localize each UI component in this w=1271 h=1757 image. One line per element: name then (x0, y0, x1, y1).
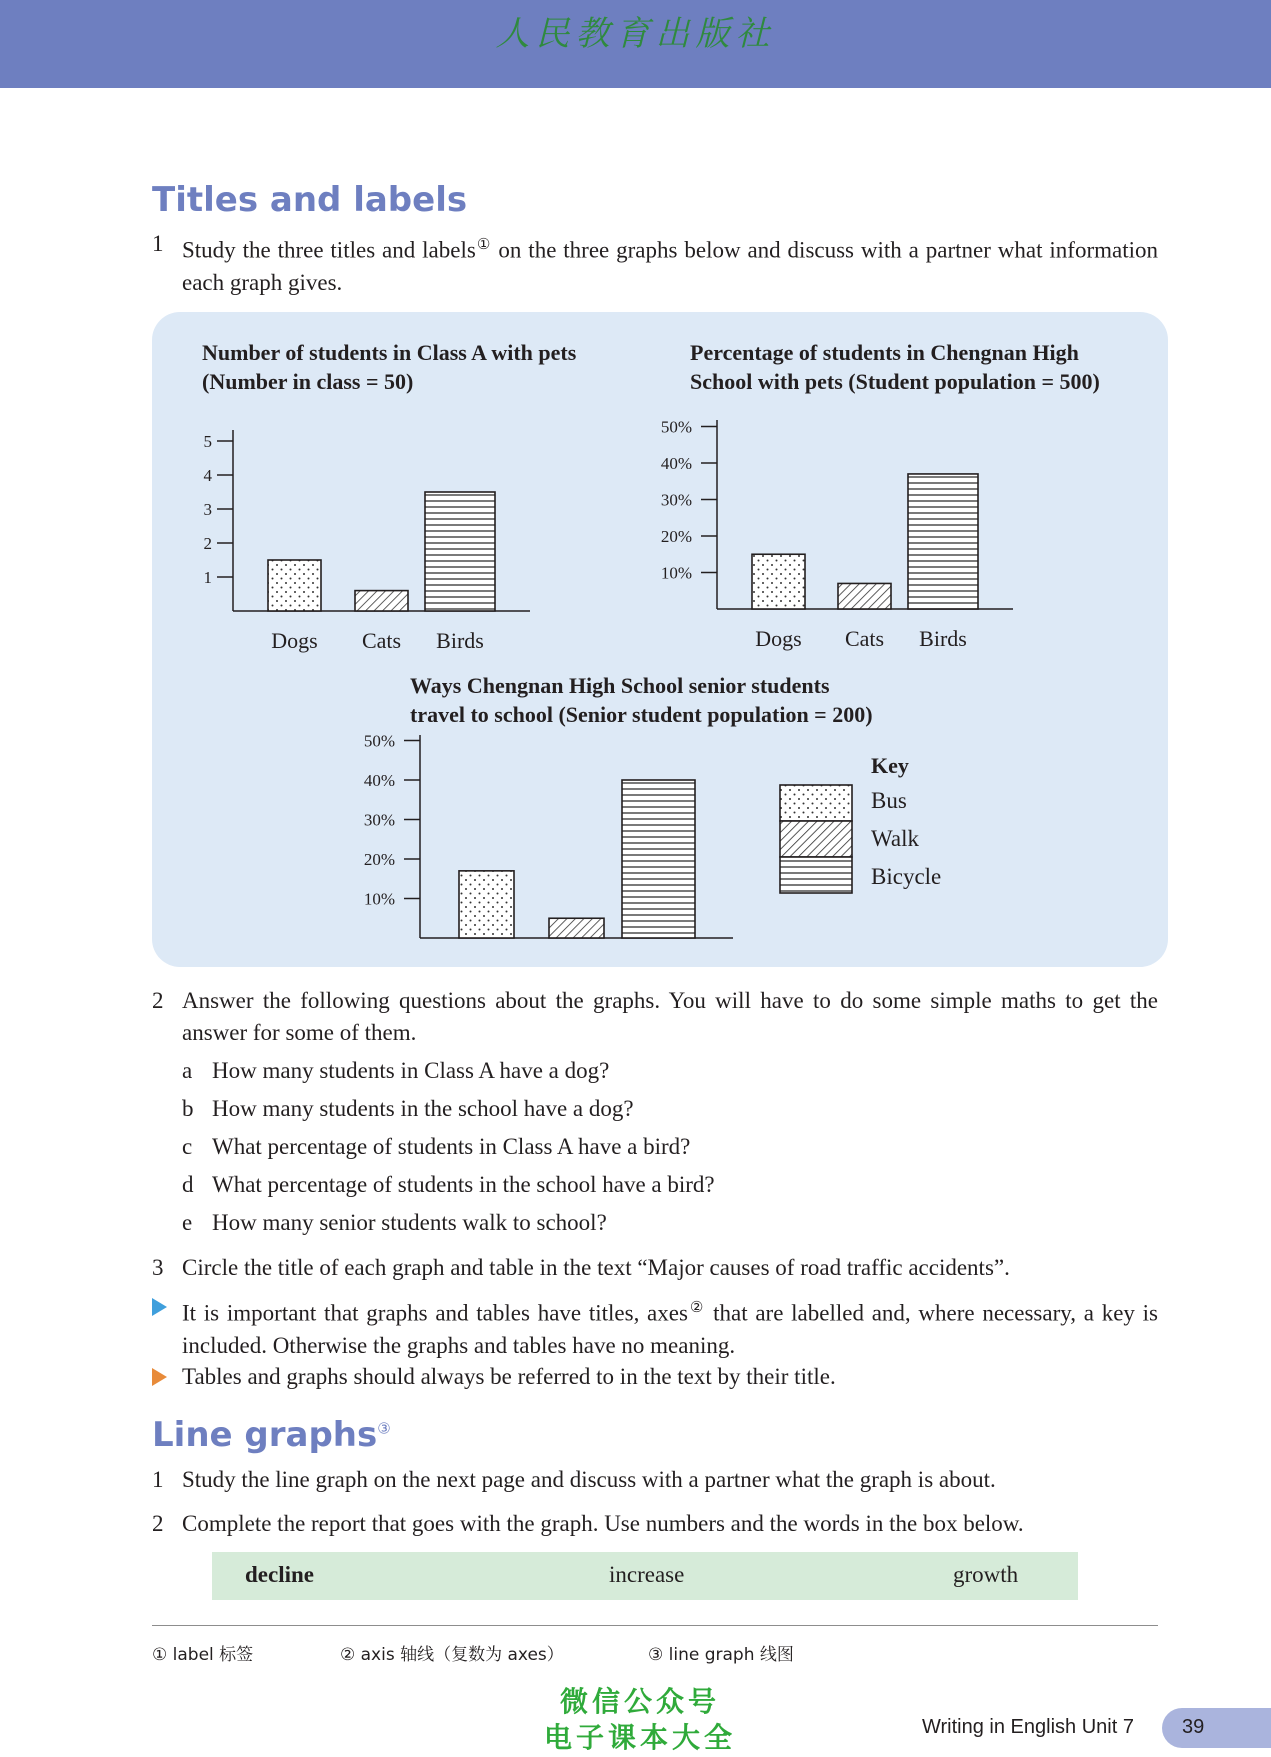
question-text: Study the line graph on the next page and discuss with a partner what the graph is about. (182, 1467, 996, 1492)
sub-question-b (182, 1093, 634, 1125)
line-graphs-question-2 (152, 1508, 1158, 1540)
chart3-tick-label: 30% (363, 810, 395, 830)
blue-arrow-icon (152, 1298, 167, 1316)
chart1-bar-birds (425, 492, 495, 611)
key-swatch-bus (780, 785, 852, 821)
question-2 (152, 985, 1158, 1049)
sub-letter: b (182, 1096, 194, 1121)
question-text: Answer the following questions about the graphs. You will have to do some simple maths to get the answer for some of them. (182, 988, 1158, 1045)
footnote-3: ③ line graph 线图 (648, 1645, 794, 1665)
chart3-tick-label: 10% (363, 889, 395, 909)
question-3 (152, 1252, 1158, 1284)
chart1-category-label: Cats (361, 628, 402, 653)
word-increase: increase (609, 1562, 685, 1587)
tip-text: Tables and graphs should always be referred to in the text by their title. (182, 1364, 836, 1389)
watermark-line1: 微信公众号 (559, 1685, 720, 1718)
chart2-bar-birds (908, 474, 978, 609)
chart1-bar-cats (355, 591, 408, 611)
chart1-tick-label: 5 (203, 432, 212, 451)
chart1-category-label: Dogs (271, 628, 318, 653)
key-swatch-walk (780, 821, 852, 857)
footnote-ref: ② (687, 1298, 706, 1316)
sub-letter: e (182, 1210, 193, 1235)
chart1-tick-label: 3 (203, 500, 212, 519)
graph1-title-line2: (Number in class = 50) (202, 369, 414, 394)
tip-2 (152, 1361, 1158, 1393)
publisher-logo: 人民教育出版社 (495, 14, 776, 54)
chart1-tick-label: 2 (203, 534, 212, 553)
orange-arrow-icon (152, 1368, 167, 1386)
word-box (212, 1552, 1078, 1600)
footnote-divider (152, 1625, 1158, 1626)
word-growth: growth (953, 1562, 1019, 1587)
chart2-category-label: Dogs (755, 626, 802, 651)
chart2-bar-dogs (752, 554, 805, 609)
key-bus-label: Bus (871, 788, 907, 813)
sub-question-a (182, 1055, 609, 1087)
question-number: 3 (152, 1255, 164, 1280)
sub-text: How many senior students walk to school? (212, 1210, 607, 1235)
sub-text: What percentage of students in Class A have a bird? (212, 1134, 691, 1159)
chart2-tick-label: 50% (660, 417, 692, 437)
key-bicycle-label: Bicycle (871, 864, 942, 889)
section-title-text: Line graphs (152, 1415, 378, 1455)
chart3-tick-label: 50% (363, 731, 395, 751)
question-text-cont: on the three graphs below and discuss with a partner what information each graph gives. (182, 237, 1158, 295)
sub-text: How many students in Class A have a dog? (212, 1058, 610, 1083)
chart2-category-label: Cats (844, 626, 885, 651)
sub-question-d (182, 1169, 715, 1201)
footnote-ref: ① (475, 235, 492, 253)
sub-letter: d (182, 1172, 194, 1197)
chart2-category-label: Birds (919, 626, 967, 651)
chart2-tick-label: 40% (660, 454, 692, 473)
chart2-bar-cats (838, 583, 891, 609)
sub-letter: c (182, 1134, 193, 1159)
question-text: Study the three titles and labels (182, 237, 476, 263)
question-number: 1 (152, 231, 164, 256)
chart1-bar-dogs (268, 560, 321, 611)
watermark-line2: 电子课本大全 (543, 1721, 736, 1754)
question-number: 2 (152, 1511, 164, 1536)
graph3-title-line2: travel to school (Senior student population = 200) (410, 702, 873, 727)
footnote-1: ① label 标签 (152, 1645, 254, 1665)
sub-letter: a (182, 1058, 193, 1083)
sub-question-c (182, 1131, 690, 1163)
chart1-tick-label: 4 (203, 466, 212, 485)
question-text: Complete the report that goes with the graph. Use numbers and the words in the box below. (182, 1511, 1024, 1536)
chart3-tick-label: 40% (363, 771, 395, 790)
word-decline: decline (245, 1562, 314, 1587)
chart3-bar-bus (459, 871, 514, 938)
sub-question-e (182, 1207, 607, 1239)
sub-text: What percentage of students in the school have a bird? (212, 1172, 715, 1197)
graph2-title-line1: Percentage of students in Chengnan High (690, 340, 1079, 365)
graph2-title-line2: School with pets (Student population = 500) (690, 369, 1100, 394)
chart2-tick-label: 20% (660, 527, 692, 546)
key-swatch-bicycle (780, 857, 852, 893)
chart1-category-label: Birds (436, 628, 484, 653)
chart3-bar-bicycle (622, 780, 695, 938)
chart2-tick-label: 30% (660, 490, 692, 510)
question-number: 1 (152, 1467, 164, 1492)
graph3-title-line1: Ways Chengnan High School senior students (410, 673, 830, 698)
line-graphs-question-1 (152, 1464, 1158, 1496)
tip-text-cont: that are labelled and, where necessary, a key is included. Otherwise the graphs and tables have no meaning. (182, 1300, 1158, 1358)
key-title: Key (871, 753, 909, 778)
chart2-tick-label: 10% (660, 563, 692, 583)
section-title-line-graphs (152, 1415, 391, 1455)
sub-text: How many students in the school have a dog? (212, 1096, 634, 1121)
key-walk-label: Walk (871, 826, 919, 851)
footnote-ref: ③ (377, 1419, 391, 1438)
chart3-bar-walk (549, 918, 604, 938)
footer-unit-title: Writing in English Unit 7 (922, 1716, 1134, 1738)
page-number: 39 (1182, 1716, 1205, 1738)
question-number: 2 (152, 988, 164, 1013)
chart3-tick-label: 20% (363, 850, 395, 869)
tip-1 (152, 1291, 1158, 1362)
question-text: Circle the title of each graph and table in the text “Major causes of road traffic accidents”. (182, 1255, 1010, 1280)
page-number-tab (1162, 1708, 1271, 1748)
graph1-title-line1: Number of students in Class A with pets (202, 340, 577, 365)
section-title-text: Titles and labels (152, 180, 468, 220)
chart1-tick-label: 1 (203, 568, 212, 587)
footnote-2: ② axis 轴线（复数为 axes） (340, 1645, 564, 1665)
tip-text: It is important that graphs and tables have titles, axes (182, 1300, 688, 1326)
